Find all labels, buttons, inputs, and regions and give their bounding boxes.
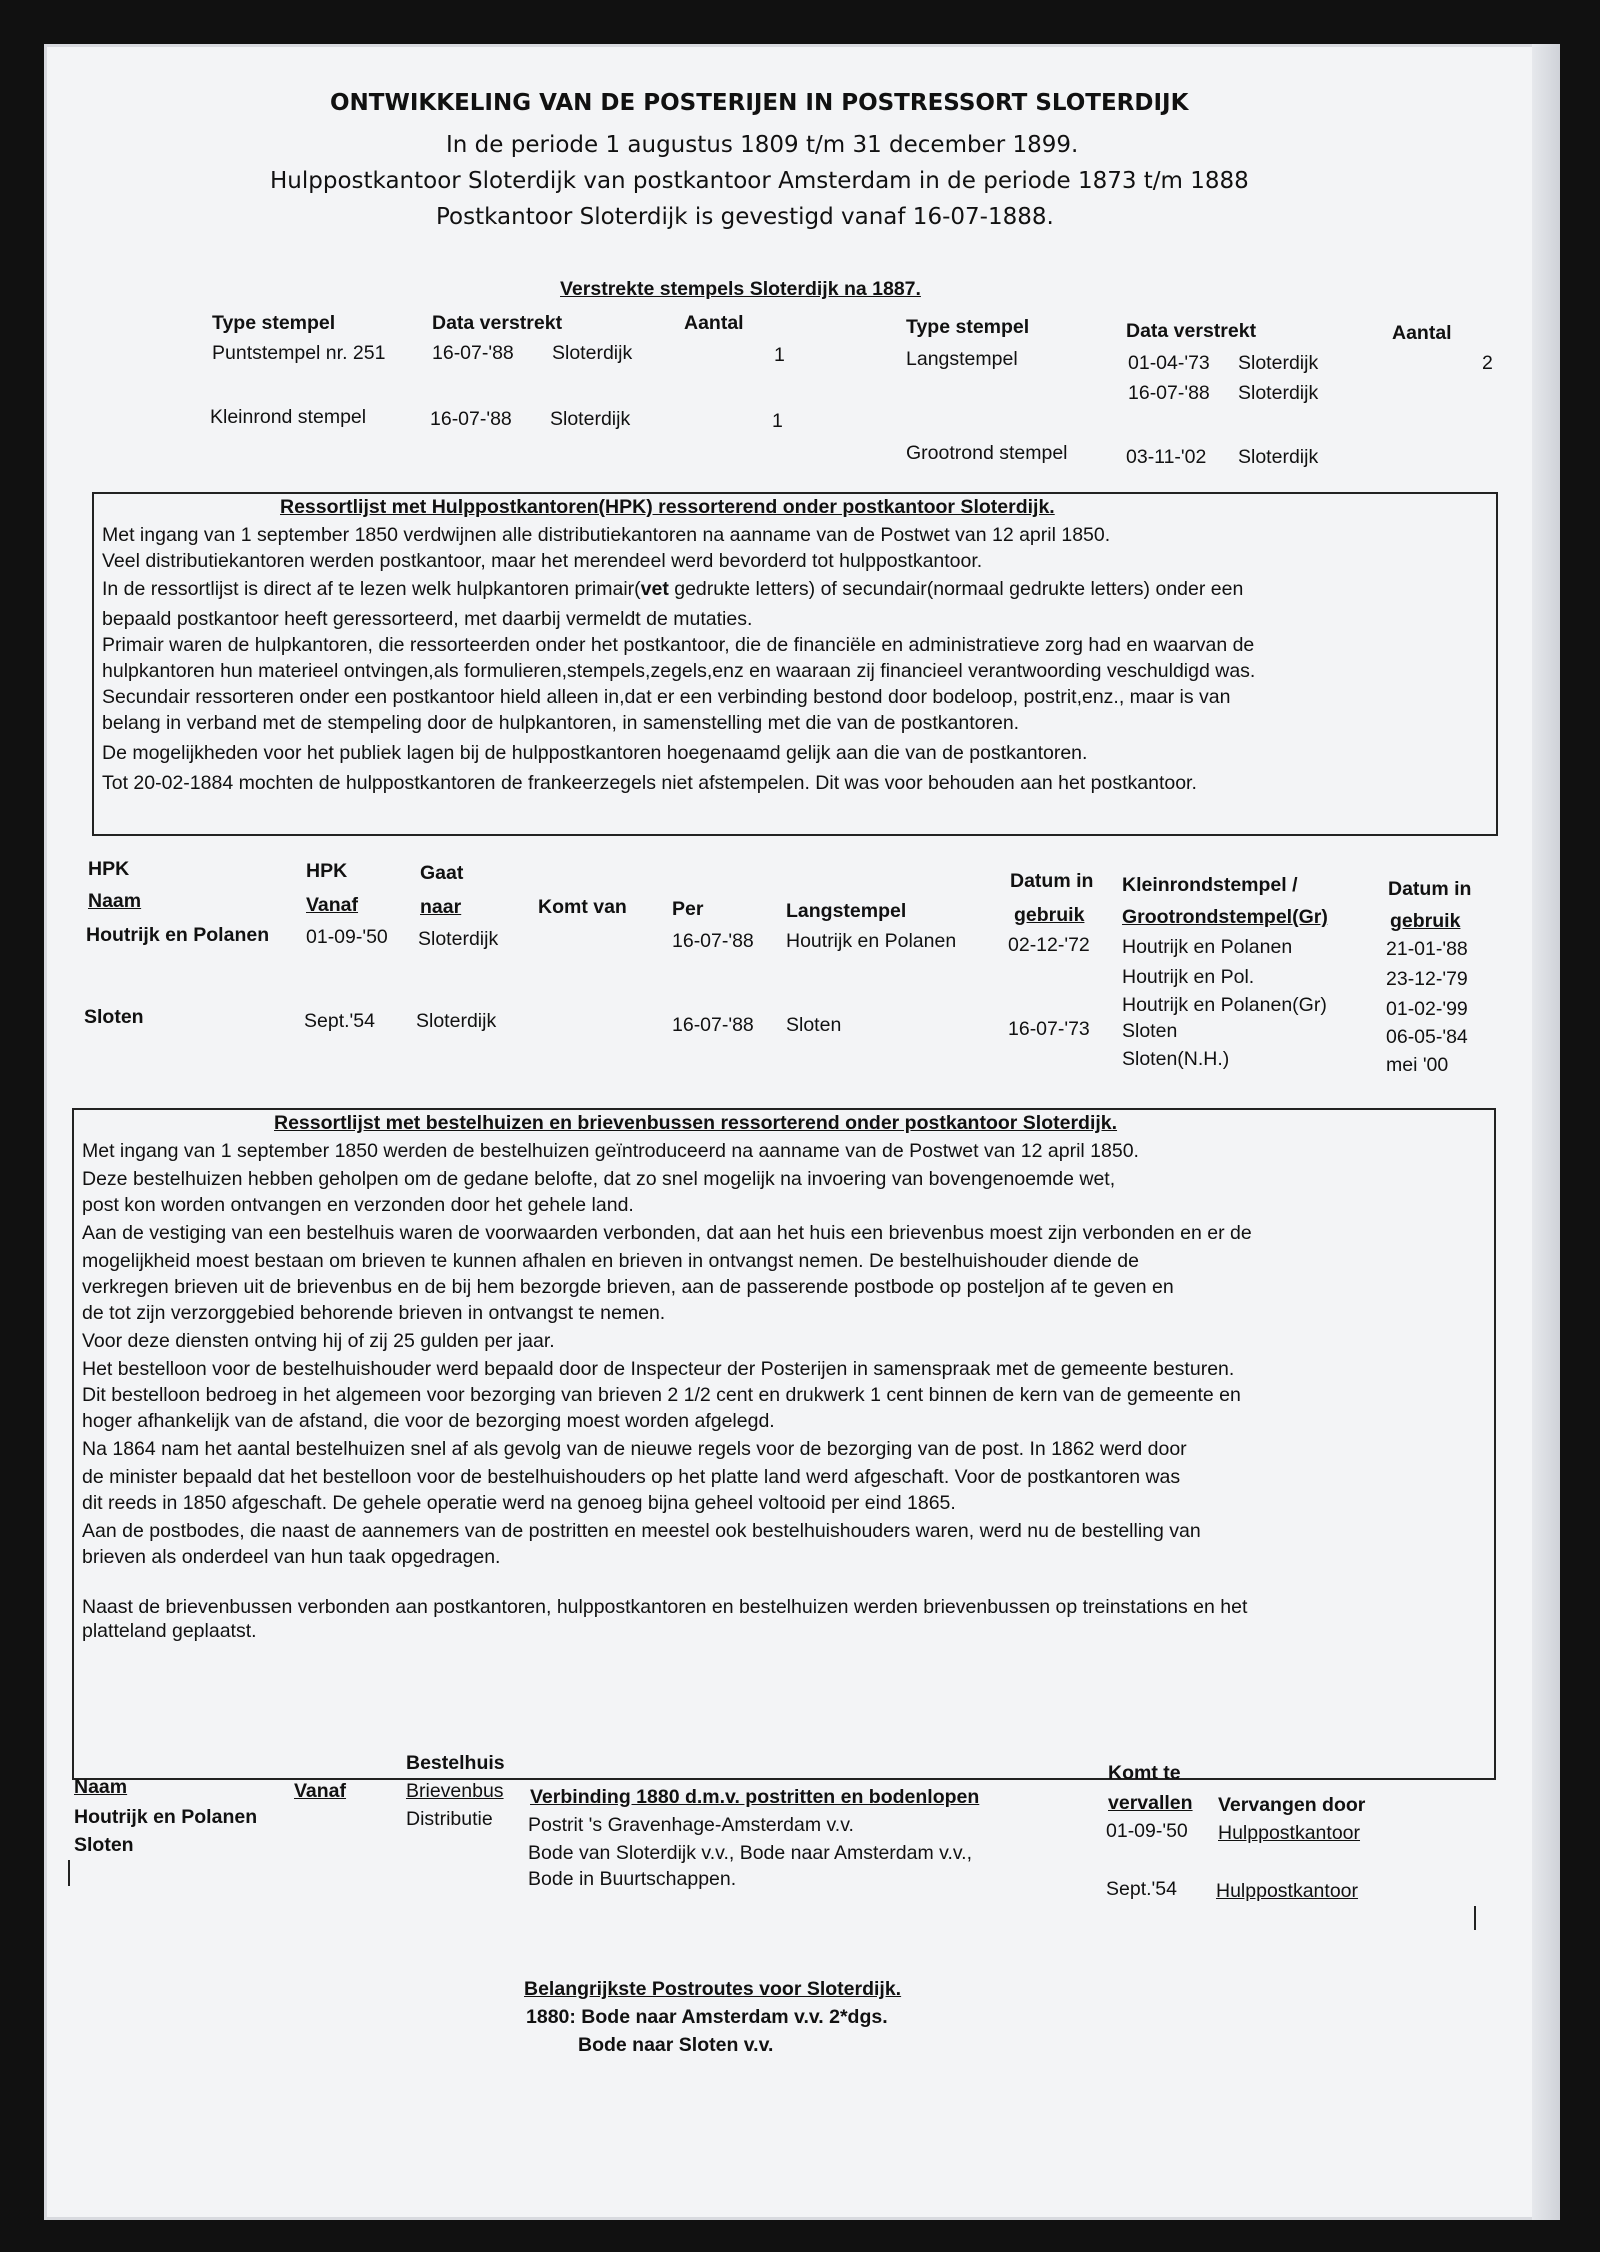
hpk-date: mei '00: [1386, 1054, 1449, 1076]
bestel-vervallen: Sept.'54: [1106, 1878, 1177, 1900]
stempel-place: Sloterdijk: [552, 342, 633, 364]
stempel-place-right: Sloterdijk: [1238, 446, 1319, 468]
bestel-box-line: Na 1864 nam het aantal bestelhuizen snel af als gevolg van de nieuwe regels voor de bezorging van de post. In 1862 werd door: [82, 1438, 1187, 1460]
hpk-col-kleinrond: Kleinrondstempel /: [1122, 874, 1298, 896]
hpk-date: 06-05-'84: [1386, 1026, 1468, 1048]
hpk-per: 16-07-'88: [672, 930, 754, 952]
hpk-date: 21-01-'88: [1386, 938, 1468, 960]
stempels-header-date: Data verstrekt: [432, 312, 563, 334]
hpk-stempel: Sloten(N.H.): [1122, 1048, 1230, 1070]
stempel-place: Sloterdijk: [550, 408, 631, 430]
hpk-lang: Houtrijk en Polanen: [786, 930, 957, 952]
page-title: ONTWIKKELING VAN DE POSTERIJEN IN POSTRESSORT SLOTERDIJK: [330, 90, 1189, 116]
stempel-type-right: Langstempel: [906, 348, 1018, 370]
hpk-box-line: hulpkantoren hun materieel ontvingen,als formulieren,stempels,zegels,enz en waaraan zij financieel verantwoording veschuldigd was.: [102, 660, 1256, 682]
hpk-date: 01-02-'99: [1386, 998, 1468, 1020]
sleeve-edge: [1532, 44, 1560, 2220]
stempel-count-right: 2: [1482, 352, 1493, 374]
hpk-stempel: Houtrijk en Pol.: [1122, 966, 1255, 988]
hpk-naam: Sloten: [84, 1006, 144, 1028]
bestel-col-vanaf: Vanaf: [294, 1780, 347, 1802]
stempel-type: Kleinrond stempel: [210, 406, 367, 428]
hpk-langdate: 16-07-'73: [1008, 1018, 1090, 1040]
hpk-vanaf: Sept.'54: [304, 1010, 375, 1032]
bestel-box-line: Deze bestelhuizen hebben geholpen om de gedane belofte, dat zo snel mogelijk na invoering van bovengenoemde wet,: [82, 1168, 1116, 1190]
bestel-col-brievenbus: Brievenbus: [406, 1780, 504, 1802]
bestel-vervangen: Hulppostkantoor: [1218, 1822, 1361, 1844]
hpk-box-title: Ressortlijst met Hulppostkantoren(HPK) ressorterend onder postkantoor Sloterdijk.: [280, 496, 1055, 518]
hpk-naar: Sloterdijk: [418, 928, 499, 950]
bestel-vervallen: 01-09-'50: [1106, 1820, 1188, 1842]
hpk-box-line: bepaald postkantoor heeft geressorteerd, met daarbij vermeldt de mutaties.: [102, 608, 753, 630]
hpk-box-line: De mogelijkheden voor het publiek lagen bij de hulppostkantoren hoegenaamd gelijk aan die van de postkantoren.: [102, 742, 1088, 764]
album-page: [44, 44, 1560, 2220]
bestel-vervangen: Hulppostkantoor: [1216, 1880, 1359, 1902]
hpk-box-line-mixed: [102, 578, 1243, 601]
bestel-verbinding: Bode van Sloterdijk v.v., Bode naar Amsterdam v.v.,: [528, 1842, 973, 1864]
stempel-date: 16-07-'88: [432, 342, 514, 364]
hpk-box-line: Secundair ressorteren onder een postkantoor hield alleen in,dat er een verbinding bestond door bodeloop, postrit,enz., maar is van: [102, 686, 1231, 708]
bestel-box-line: de tot zijn verzorggebied behorende brieven in ontvangst te nemen.: [82, 1302, 666, 1324]
hpk-box-line-end: gedrukte letters) of secundair(normaal gedrukte letters) onder een: [668, 578, 1244, 600]
bestel-box-line: hoger afhankelijk van de afstand, die voor de bezorging moest worden afgelegd.: [82, 1410, 775, 1432]
bestel-col-verbinding: Verbinding 1880 d.m.v. postritten en bodenlopen: [530, 1786, 980, 1808]
stempels-header-date-right: Data verstrekt: [1126, 320, 1257, 342]
hpk-col-komt-van: Komt van: [538, 896, 627, 918]
hpk-box-line: Primair waren de hulpkantoren, die ressorteerden onder het postkantoor, die de financiële en administratieve zorg had en waarvan de: [102, 634, 1255, 656]
bestel-box-line: Aan de postbodes, die naast de aannemers van de postritten en meestel ook bestelhuishouders waren, werd nu de bestelling van: [82, 1520, 1201, 1542]
hpk-date: 23-12-'79: [1386, 968, 1468, 990]
hpk-langdate: 02-12-'72: [1008, 934, 1090, 956]
bestel-verbinding: Bode in Buurtschappen.: [528, 1868, 737, 1890]
bestel-box-line: Aan de vestiging van een bestelhuis waren de voorwaarden verbonden, dat aan het huis een brievenbus moest zijn verbonden en er de: [82, 1222, 1252, 1244]
hpk-naar: Sloterdijk: [416, 1010, 497, 1032]
bestel-box-line: post kon worden ontvangen en verzonden door het gehele land.: [82, 1194, 634, 1216]
stempel-place-right: Sloterdijk: [1238, 352, 1319, 374]
bestel-box-line: Het bestelloon voor de bestelhuishouder werd bepaald door de Inspecteur der Posterijen in samenspraak met de gemeente besturen.: [82, 1358, 1235, 1380]
hpk-stempel: Houtrijk en Polanen(Gr): [1122, 994, 1327, 1016]
hpk-lang: Sloten: [786, 1014, 842, 1036]
hpk-box-line: Met ingang van 1 september 1850 verdwijnen alle distributiekantoren na aanname van de Postwet van 12 april 1850.: [102, 524, 1111, 546]
hpk-col-vanaf: Vanaf: [306, 894, 359, 916]
bestel-col-vervangen: Vervangen door: [1218, 1794, 1366, 1816]
bestel-col-bestelhuis: Bestelhuis: [406, 1752, 505, 1774]
stempel-place-right: Sloterdijk: [1238, 382, 1319, 404]
bestel-verbinding: Postrit 's Gravenhage-Amsterdam v.v.: [528, 1814, 854, 1836]
bestel-box-line: de minister bepaald dat het bestelloon voor de bestelhuishouders op het platte land werd afgeschaft. Voor de postkantoren was: [82, 1466, 1181, 1488]
hpk-col-hpk2: HPK: [306, 860, 348, 882]
hpk-info-box: [92, 492, 1498, 836]
route-line: 1880: Bode naar Amsterdam v.v. 2*dgs.: [526, 2006, 888, 2028]
bestel-box-line: Voor deze diensten ontving hij of zij 25 gulden per jaar.: [82, 1330, 555, 1352]
hpk-col-datum2: Datum in: [1388, 878, 1472, 900]
bestel-box-line: Met ingang van 1 september 1850 werden de bestelhuizen geïntroduceerd na aanname van de Postwet van 12 april 1850.: [82, 1140, 1139, 1162]
stempels-header-count: Aantal: [684, 312, 744, 334]
hpk-col-datum: Datum in: [1010, 870, 1094, 892]
stempel-date-right: 16-07-'88: [1128, 382, 1210, 404]
hpk-col-naar: naar: [420, 896, 462, 918]
bestel-box-line: Naast de brievenbussen verbonden aan postkantoren, hulppostkantoren en bestelhuizen werden brievenbussen op treinstations en het: [82, 1596, 1248, 1618]
stempel-count: 1: [772, 410, 783, 432]
hpk-stempel: Sloten: [1122, 1020, 1178, 1042]
stempels-title: Verstrekte stempels Sloterdijk na 1887.: [560, 278, 921, 300]
stempel-count: 1: [774, 344, 785, 366]
hpk-col-gebruik2: gebruik: [1390, 910, 1461, 932]
hpk-naam: Houtrijk en Polanen: [86, 924, 270, 946]
hpk-col-naam: Naam: [88, 890, 142, 912]
hpk-box-bold-word: vet: [640, 578, 669, 600]
hpk-col-hpk: HPK: [88, 858, 130, 880]
stempel-type-right: Grootrond stempel: [906, 442, 1068, 464]
hpk-col-gaat: Gaat: [420, 862, 464, 884]
stempels-header-count-right: Aantal: [1392, 322, 1452, 344]
bestel-box-line: dit reeds in 1850 afgeschaft. De gehele operatie werd na genoeg bijna geheel voltooid per eind 1865.: [82, 1492, 956, 1514]
hpk-box-line: Veel distributiekantoren werden postkantoor, maar het merendeel werd bevorderd tot hulppostkantoor.: [102, 550, 983, 572]
bestel-naam: Sloten: [74, 1834, 134, 1856]
stempels-header-type: Type stempel: [212, 312, 336, 334]
hpk-per: 16-07-'88: [672, 1014, 754, 1036]
hpk-box-line: Tot 20-02-1884 mochten de hulppostkantoren de frankeerzegels niet afstempelen. Dit was voor behouden aan het postkantoor.: [102, 772, 1197, 794]
stempel-date-right: 03-11-'02: [1126, 446, 1207, 468]
hpk-col-grootrond: Grootrondstempel(Gr): [1122, 906, 1328, 928]
hpk-box-line-start: In de ressortlijst is direct af te lezen welk hulpkantoren primair(: [102, 578, 641, 600]
hpk-col-langstempel: Langstempel: [786, 900, 907, 922]
bestel-box-title: Ressortlijst met bestelhuizen en brievenbussen ressorterend onder postkantoor Sloterdijk.: [274, 1112, 1118, 1134]
hpk-stempel: Houtrijk en Polanen: [1122, 936, 1293, 958]
period-line: In de periode 1 augustus 1809 t/m 31 december 1899.: [446, 132, 1079, 158]
stempel-date: 16-07-'88: [430, 408, 512, 430]
bestel-box-line: mogelijkheid moest bestaan om brieven te kunnen afhalen en brieven in ontvangst nemen. De bestelhuishouder diende de: [82, 1250, 1139, 1272]
bestel-col-naam: Naam: [74, 1776, 128, 1798]
hpk-col-gebruik: gebruik: [1014, 904, 1085, 926]
bestel-box-line: platteland geplaatst.: [82, 1620, 257, 1642]
hulppostkantoor-line: Hulppostkantoor Sloterdijk van postkantoor Amsterdam in de periode 1873 t/m 1888: [270, 168, 1249, 194]
stempel-date-right: 01-04-'73: [1128, 352, 1210, 374]
postkantoor-line: Postkantoor Sloterdijk is gevestigd vanaf 16-07-1888.: [436, 204, 1054, 230]
bestel-col-distributie: Distributie: [406, 1808, 493, 1830]
stempels-header-type-right: Type stempel: [906, 316, 1030, 338]
bestel-box-line: Dit bestelloon bedroeg in het algemeen voor bezorging van brieven 2 1/2 cent en drukwerk 1 cent binnen de kern van de gemeente en: [82, 1384, 1241, 1406]
bestel-box-line: verkregen brieven uit de brievenbus en de bij hem bezorgde brieven, aan de passerende postbode op posteljon af te geven en: [82, 1276, 1174, 1298]
hpk-col-per: Per: [672, 898, 704, 920]
bestelhuis-info-box: [72, 1108, 1496, 1780]
bestel-col-komt: Komt te: [1108, 1762, 1181, 1784]
route-line: Bode naar Sloten v.v.: [578, 2034, 774, 2056]
pen-mark: [68, 1860, 70, 1886]
bestel-box-line: brieven als onderdeel van hun taak opgedragen.: [82, 1546, 501, 1568]
routes-title: Belangrijkste Postroutes voor Sloterdijk.: [524, 1978, 902, 2000]
bestel-naam: Houtrijk en Polanen: [74, 1806, 258, 1828]
bestel-col-vervallen: vervallen: [1108, 1792, 1193, 1814]
hpk-vanaf: 01-09-'50: [306, 926, 388, 948]
pen-mark: [1474, 1906, 1476, 1930]
stempel-type: Puntstempel nr. 251: [212, 342, 386, 364]
hpk-box-line: belang in verband met de stempeling door de hulpkantoren, in samenstelling met die van de postkantoren.: [102, 712, 1020, 734]
